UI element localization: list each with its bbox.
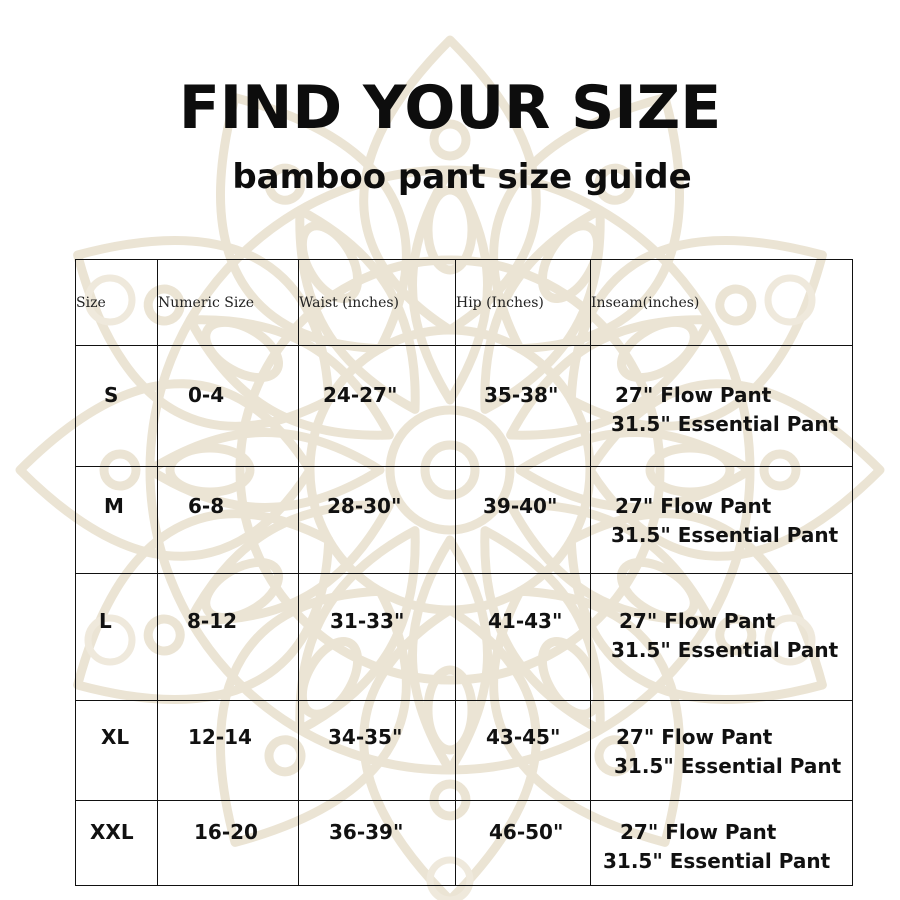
size-value: M [104, 494, 124, 518]
hip-cell [456, 346, 591, 467]
inseam-flow-pant: 27" Flow Pant [619, 609, 776, 633]
inseam-flow-pant: 27" Flow Pant [620, 820, 777, 844]
numeric-cell [158, 701, 299, 801]
inseam-cell [591, 701, 853, 801]
numeric-cell [158, 574, 299, 701]
size-value: L [99, 609, 112, 633]
table-row [76, 801, 853, 886]
numeric-value: 12-14 [188, 725, 252, 749]
waist-value: 36-39" [329, 820, 404, 844]
table-header-row [76, 260, 853, 346]
size-cell [76, 701, 158, 801]
inseam-cell [591, 574, 853, 701]
inseam-cell [591, 801, 853, 886]
table-row [76, 574, 853, 701]
waist-cell [299, 574, 456, 701]
size-value: S [104, 383, 119, 407]
waist-value: 31-33" [330, 609, 405, 633]
numeric-value: 6-8 [188, 494, 225, 518]
waist-value: 24-27" [323, 383, 398, 407]
column-header-inseam: Inseam(inches) [591, 260, 853, 346]
inseam-essential-pant: 31.5" Essential Pant [611, 638, 839, 662]
size-cell [76, 574, 158, 701]
inseam-essential-pant: 31.5" Essential Pant [614, 754, 842, 778]
waist-cell [299, 467, 456, 574]
hip-value: 41-43" [488, 609, 563, 633]
inseam-cell [591, 467, 853, 574]
hip-cell [456, 574, 591, 701]
hip-cell [456, 467, 591, 574]
numeric-cell [158, 801, 299, 886]
size-value: XXL [90, 820, 134, 844]
numeric-value: 0-4 [188, 383, 225, 407]
inseam-essential-pant: 31.5" Essential Pant [603, 849, 831, 873]
hip-cell [456, 701, 591, 801]
inseam-flow-pant: 27" Flow Pant [616, 725, 773, 749]
waist-cell [299, 346, 456, 467]
column-header-hip: Hip (Inches) [456, 260, 591, 346]
hip-value: 35-38" [484, 383, 559, 407]
page-subtitle: bamboo pant size guide [232, 157, 692, 197]
size-value: XL [101, 725, 130, 749]
size-cell [76, 467, 158, 574]
inseam-flow-pant: 27" Flow Pant [615, 383, 772, 407]
column-header-size: Size [76, 260, 158, 346]
hip-value: 43-45" [486, 725, 561, 749]
numeric-value: 16-20 [194, 820, 258, 844]
waist-cell [299, 701, 456, 801]
column-header-waist: Waist (inches) [299, 260, 456, 346]
size-cell [76, 346, 158, 467]
column-header-numeric-size: Numeric Size [158, 260, 299, 346]
inseam-essential-pant: 31.5" Essential Pant [611, 523, 839, 547]
numeric-value: 8-12 [187, 609, 238, 633]
waist-value: 34-35" [328, 725, 403, 749]
hip-value: 46-50" [489, 820, 564, 844]
size-guide-table [75, 259, 853, 886]
waist-value: 28-30" [327, 494, 402, 518]
table-row [76, 346, 853, 467]
page-title: FIND YOUR SIZE [178, 73, 722, 143]
hip-cell [456, 801, 591, 886]
inseam-essential-pant: 31.5" Essential Pant [611, 412, 839, 436]
numeric-cell [158, 467, 299, 574]
inseam-flow-pant: 27" Flow Pant [615, 494, 772, 518]
table-row [76, 701, 853, 801]
inseam-cell [591, 346, 853, 467]
size-cell [76, 801, 158, 886]
waist-cell [299, 801, 456, 886]
numeric-cell [158, 346, 299, 467]
table-row [76, 467, 853, 574]
hip-value: 39-40" [483, 494, 558, 518]
